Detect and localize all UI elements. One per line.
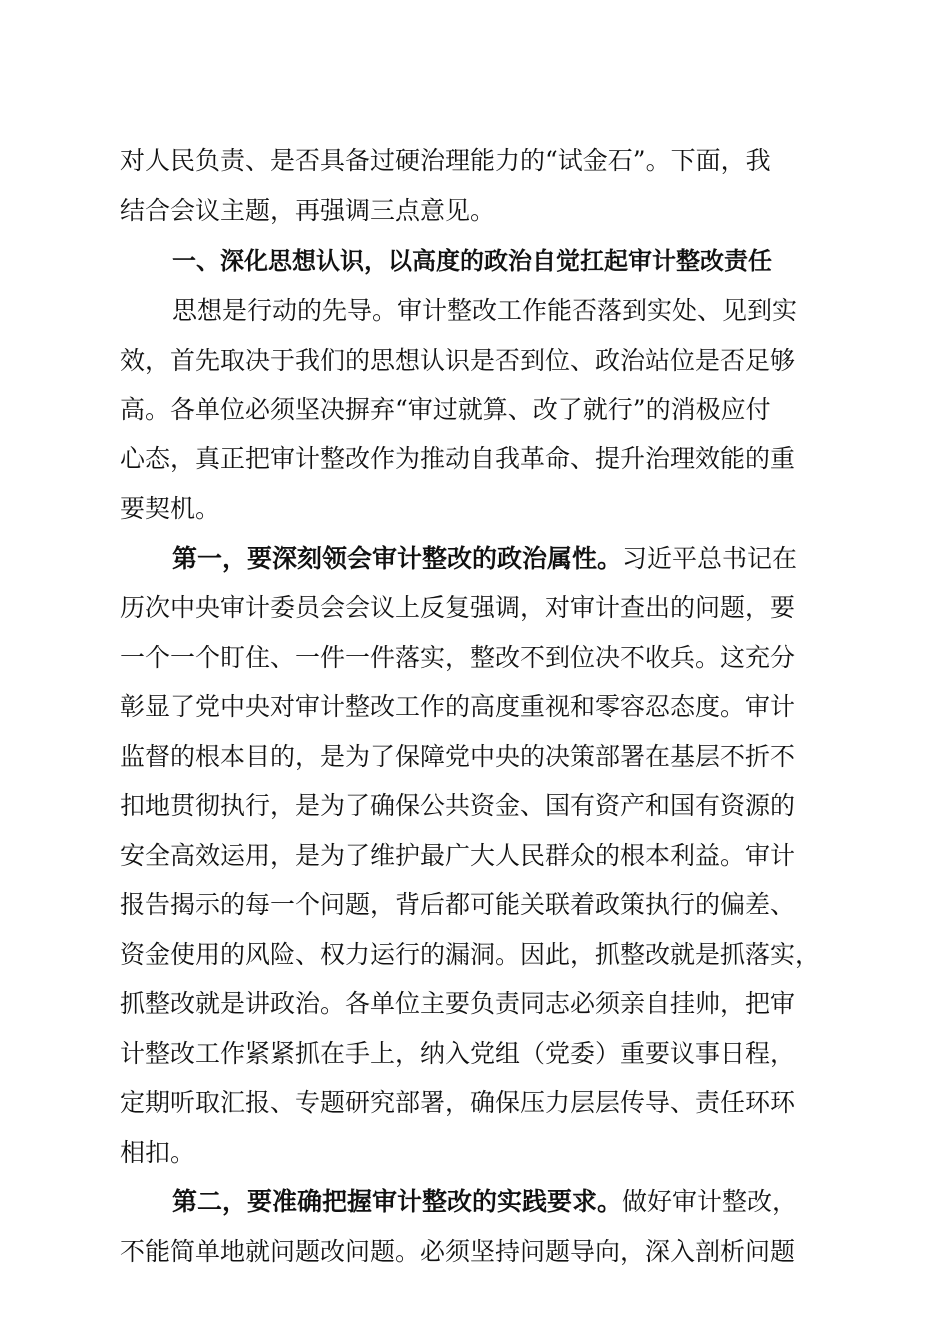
paragraph-line: [172, 1181, 832, 1223]
paragraph-line: 要契机。: [120, 494, 221, 523]
section-heading: 一、深化思想认识，以高度的政治自觉扛起审计整改责任: [172, 247, 772, 275]
paragraph-line: 彰显了党中央对审计整改工作的高度重视和零容忍态度。审计: [120, 692, 796, 721]
paragraph-line: 效，首先取决于我们的思想认识是否到位、政治站位是否足够: [120, 346, 796, 375]
paragraph-line: 定期听取汇报、专题研究部署，确保压力层层传导、责任环环: [120, 1088, 796, 1117]
paragraph-line: 监督的根本目的，是为了保障党中央的决策部署在基层不折不: [120, 742, 796, 771]
paragraph-line: 结合会议主题，再强调三点意见。: [120, 196, 496, 225]
paragraph-line: 高。各单位必须坚决摒弃“审过就算、改了就行”的消极应付: [120, 395, 771, 424]
paragraph-line: 报告揭示的每一个问题，背后都可能关联着政策执行的偏差、: [120, 890, 796, 919]
paragraph-line: 扣地贯彻执行，是为了确保公共资金、国有资产和国有资源的: [120, 791, 796, 820]
paragraph-line: 计整改工作紧紧抓在手上，纳入党组（党委）重要议事日程，: [120, 1039, 796, 1068]
subpoint-lead: 第一，要深刻领会审计整改的政治属性。: [172, 544, 623, 573]
paragraph-line: 资金使用的风险、权力运行的漏洞。因此，抓整改就是抓落实，: [120, 940, 821, 969]
paragraph-line: [172, 538, 832, 580]
paragraph-line: 抓整改就是讲政治。各单位主要负责同志必须亲自挂帅，把审: [120, 989, 796, 1018]
paragraph-line: 安全高效运用，是为了维护最广大人民群众的根本利益。审计: [120, 841, 796, 870]
subpoint-lead: 第二，要准确把握审计整改的实践要求。: [172, 1187, 623, 1216]
subpoint-text: 做好审计整改，: [622, 1187, 798, 1216]
paragraph-line: 一个一个盯住、一件一件落实，整改不到位决不收兵。这充分: [120, 643, 796, 672]
paragraph-line: 相扣。: [120, 1138, 196, 1167]
paragraph-line: 心态，真正把审计整改作为推动自我革命、提升治理效能的重: [120, 444, 796, 473]
paragraph-line: 对人民负责、是否具备过硬治理能力的“试金石”。下面，我: [120, 146, 771, 175]
paragraph-line: 不能简单地就问题改问题。必须坚持问题导向，深入剖析问题: [120, 1237, 796, 1266]
subpoint-text: 习近平总书记在: [622, 544, 798, 573]
paragraph-line: 历次中央审计委员会会议上反复强调，对审计查出的问题，要: [120, 593, 796, 622]
paragraph-line: 思想是行动的先导。审计整改工作能否落到实处、见到实: [172, 296, 798, 325]
